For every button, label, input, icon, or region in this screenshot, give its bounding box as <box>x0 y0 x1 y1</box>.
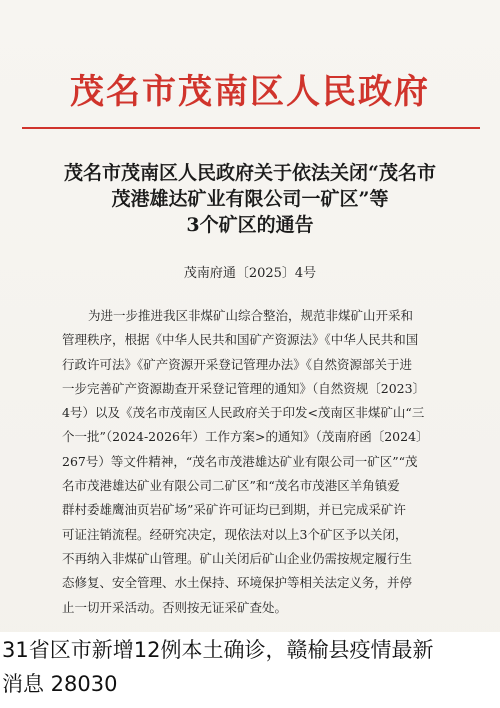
body-line: 态修复、安全管理、水土保持、环境保护等相关法定义务，并停 <box>62 575 413 591</box>
body-line: 个一批”（2024-2026年）工作方案>的通知》（茂南府函〔2024〕 <box>62 429 429 445</box>
caption-line: 消息 28030 <box>2 672 118 696</box>
title-line: 茂港雄达矿业有限公司一矿区”等 <box>111 188 389 210</box>
body-line: 止一切开采活动。否则按无证采矿查处。 <box>62 599 288 615</box>
notice-title <box>0 160 500 238</box>
red-divider-line <box>22 127 480 129</box>
body-line: 为进一步推进我区非煤矿山综合整治，规范非煤矿山开采和 <box>88 308 414 323</box>
body-line: 行政许可法》《矿产资源开采登记管理办法》《自然资源部关于进 <box>62 356 413 372</box>
body-line: 一步完善矿产资源勘查开采登记管理的通知》（自然资规〔2023〕 <box>62 380 426 396</box>
body-line: 群村委雄鹰油页岩矿场”采矿许可证均已到期，并已完成采矿许 <box>62 502 406 518</box>
body-line: 267号）等文件精神，“茂名市茂港雄达矿业有限公司一矿区”“茂 <box>62 453 418 469</box>
body-line: 不再纳入非煤矿山管理。矿山关闭后矿山企业仍需按规定履行生 <box>62 550 413 566</box>
notice-body <box>62 304 462 620</box>
title-line: 茂名市茂南区人民政府关于依法关闭“茂名市 <box>64 162 436 184</box>
body-line: 4号）以及《茂名市茂南区人民政府关于印发<茂南区非煤矿山“三 <box>62 405 425 421</box>
headline-caption <box>2 633 500 701</box>
government-header: 茂名市茂南区人民政府 <box>70 72 430 112</box>
document-number: 茂南府通〔2025〕4号 <box>183 266 317 281</box>
body-line: 名市茂港雄达矿业有限公司二矿区”和“茂名市茂港区羊角镇爱 <box>62 478 400 494</box>
body-line: 管理秩序，根据《中华人民共和国矿产资源法》《中华人民共和国 <box>62 332 419 348</box>
title-line: 3个矿区的通告 <box>186 214 314 236</box>
caption-line: 31省区市新增12例本土确诊，赣榆县疫情最新 <box>2 638 434 662</box>
body-line: 可证注销流程。经研究决定，现依法对以上3个矿区予以关闭， <box>62 526 408 542</box>
